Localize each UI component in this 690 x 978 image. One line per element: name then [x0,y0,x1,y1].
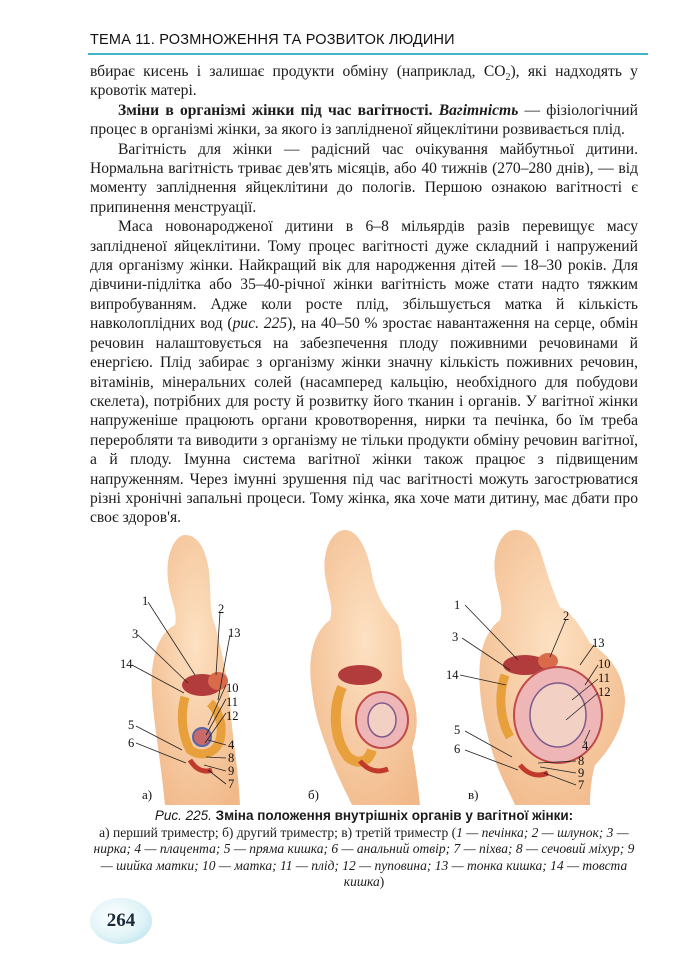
label-c-1: 1 [454,598,461,612]
label-c-8: 8 [578,754,585,768]
label-a-12: 12 [226,709,239,723]
label-c-13: 13 [592,636,605,650]
page-header-title: ТЕМА 11. РОЗМНОЖЕННЯ ТА РОЗВИТОК ЛЮДИНИ [90,32,455,48]
caption-title-text: Зміна положення внутрішніх органів у вагітної жінки: [211,808,574,823]
label-c-9: 9 [578,766,585,780]
page-number: 264 [106,910,136,931]
label-a-9: 9 [228,764,235,778]
caption-description [90,825,638,891]
label-a-6: 6 [128,736,135,750]
text-run: вбирає кисень і залишає продукти обміну (наприклад, CO [90,63,506,80]
label-c-4: 4 [582,739,589,753]
figure-reference: рис. 225 [232,315,288,333]
label-a-14: 14 [120,657,133,671]
label-c-11: 11 [598,671,611,685]
paragraph-3 [90,217,638,528]
label-c-5: 5 [454,723,461,737]
subscript: 2 [505,72,511,84]
liver-b [338,665,382,685]
text-run: Маса новонародженої дитини в 6–8 мільярдів разів перевищує масу заплідненої яйцеклітини. Тому процес вагітності дуже складний і напружений для організму жінки. Найкращий вік для народження дітей — 18–30 років. Для дівчини-підлітка або 35–40-річної жінки вагітність може стати надто тяжким випробуванням. Адже коли росте плід, збільшується матка й кількість навколоплідних вод ( [90,218,638,333]
label-a-10: 10 [226,681,239,695]
panel-label-b: б) [308,787,319,802]
paragraph-0 [90,62,638,101]
panel-label-c: в) [468,787,479,802]
fetus-c [530,683,586,747]
label-a-5: 5 [128,718,135,732]
label-a-1: 1 [142,594,149,608]
label-a-11: 11 [226,695,239,709]
label-a-13: 13 [228,626,241,640]
paragraph-2: Вагітність для жінки — радісний час очікування майбутньої дитини. Нормальна вагітність триває дев'ять місяців, або 40 тижнів (270–280 днів), — від моменту запліднення яйцеклітини до пологів. Першою ознакою вагітності є припинення менструації. [90,140,638,216]
text-run: ), на 40–50 % зростає навантаження на серце, обмін речовин налаштовується на забезпечення плоду поживними речовинами й енергією. Плід забирає з організму жінки значну кількість поживних речовин, вітамінів, мінеральних солей (насамперед кальцію, необхідного для побудови скелета), потрібних для росту й розвитку його тканин і органів. У вагітної жінки напруженіше працюють органи кровотворення, нирки та печінка, бо їм треба переробляти та виводити з організму не тільки продукти обміну речовин вагітної, а й плоду. Імунна система вагітної жінки також працює з підвищеним напруженням. Через імунні зрушення під час вагітності можуть загострюватися різні хронічні запальні процеси. Тому жінка, яка хоче мати дитину, має дбати про своє здоров'я. [90,315,639,527]
label-a-2: 2 [218,602,225,616]
label-a-8: 8 [228,751,235,765]
caption-desc-prefix: а) перший триместр; б) другий триместр; в) третій триместр ( [99,824,457,840]
figure-panel-a [152,535,240,805]
body-text [90,62,638,528]
header-rule [88,53,648,55]
label-a-4: 4 [228,738,235,752]
figure-illustration [120,525,640,810]
figure-225 [120,525,640,810]
caption-title [90,808,638,825]
label-a-7: 7 [228,777,235,791]
term: Вагітність [438,101,519,119]
label-c-14: 14 [446,668,459,682]
paragraph-1 [90,101,638,140]
label-c-12: 12 [598,685,611,699]
caption-fig-ref: Рис. 225. [154,808,212,823]
figure-caption [90,808,638,891]
label-c-10: 10 [598,657,611,671]
label-a-3: 3 [132,627,139,641]
caption-legend: 1 — печінка; 2 — шлунок; 3 — нирка; 4 — плацента; 5 — пряма кишка; 6 — анальний отвір; 7 — піхва; 8 — сечовий міхур; 9 — шийка матки; 10 — матка; 11 — плід; 12 — пуповина; 13 — тонка кишка; 14 — товста кишка [93,824,635,889]
label-c-6: 6 [454,742,461,756]
section-heading: Зміни в організмі жінки під час вагітності. [118,101,433,119]
panel-label-a: а) [142,787,153,802]
fetus-b [368,703,396,737]
figure-panel-b [308,530,420,805]
label-c-7: 7 [578,778,585,792]
text-run: — фізіологічний процес в організмі жінки, за якого із заплідненої яйцеклітини розвивається плід. [90,101,638,139]
caption-desc-suffix: ) [379,874,385,889]
text-run: ), які надходять у кровотік матері. [90,63,638,100]
label-c-3: 3 [452,630,459,644]
label-c-2: 2 [563,609,570,623]
